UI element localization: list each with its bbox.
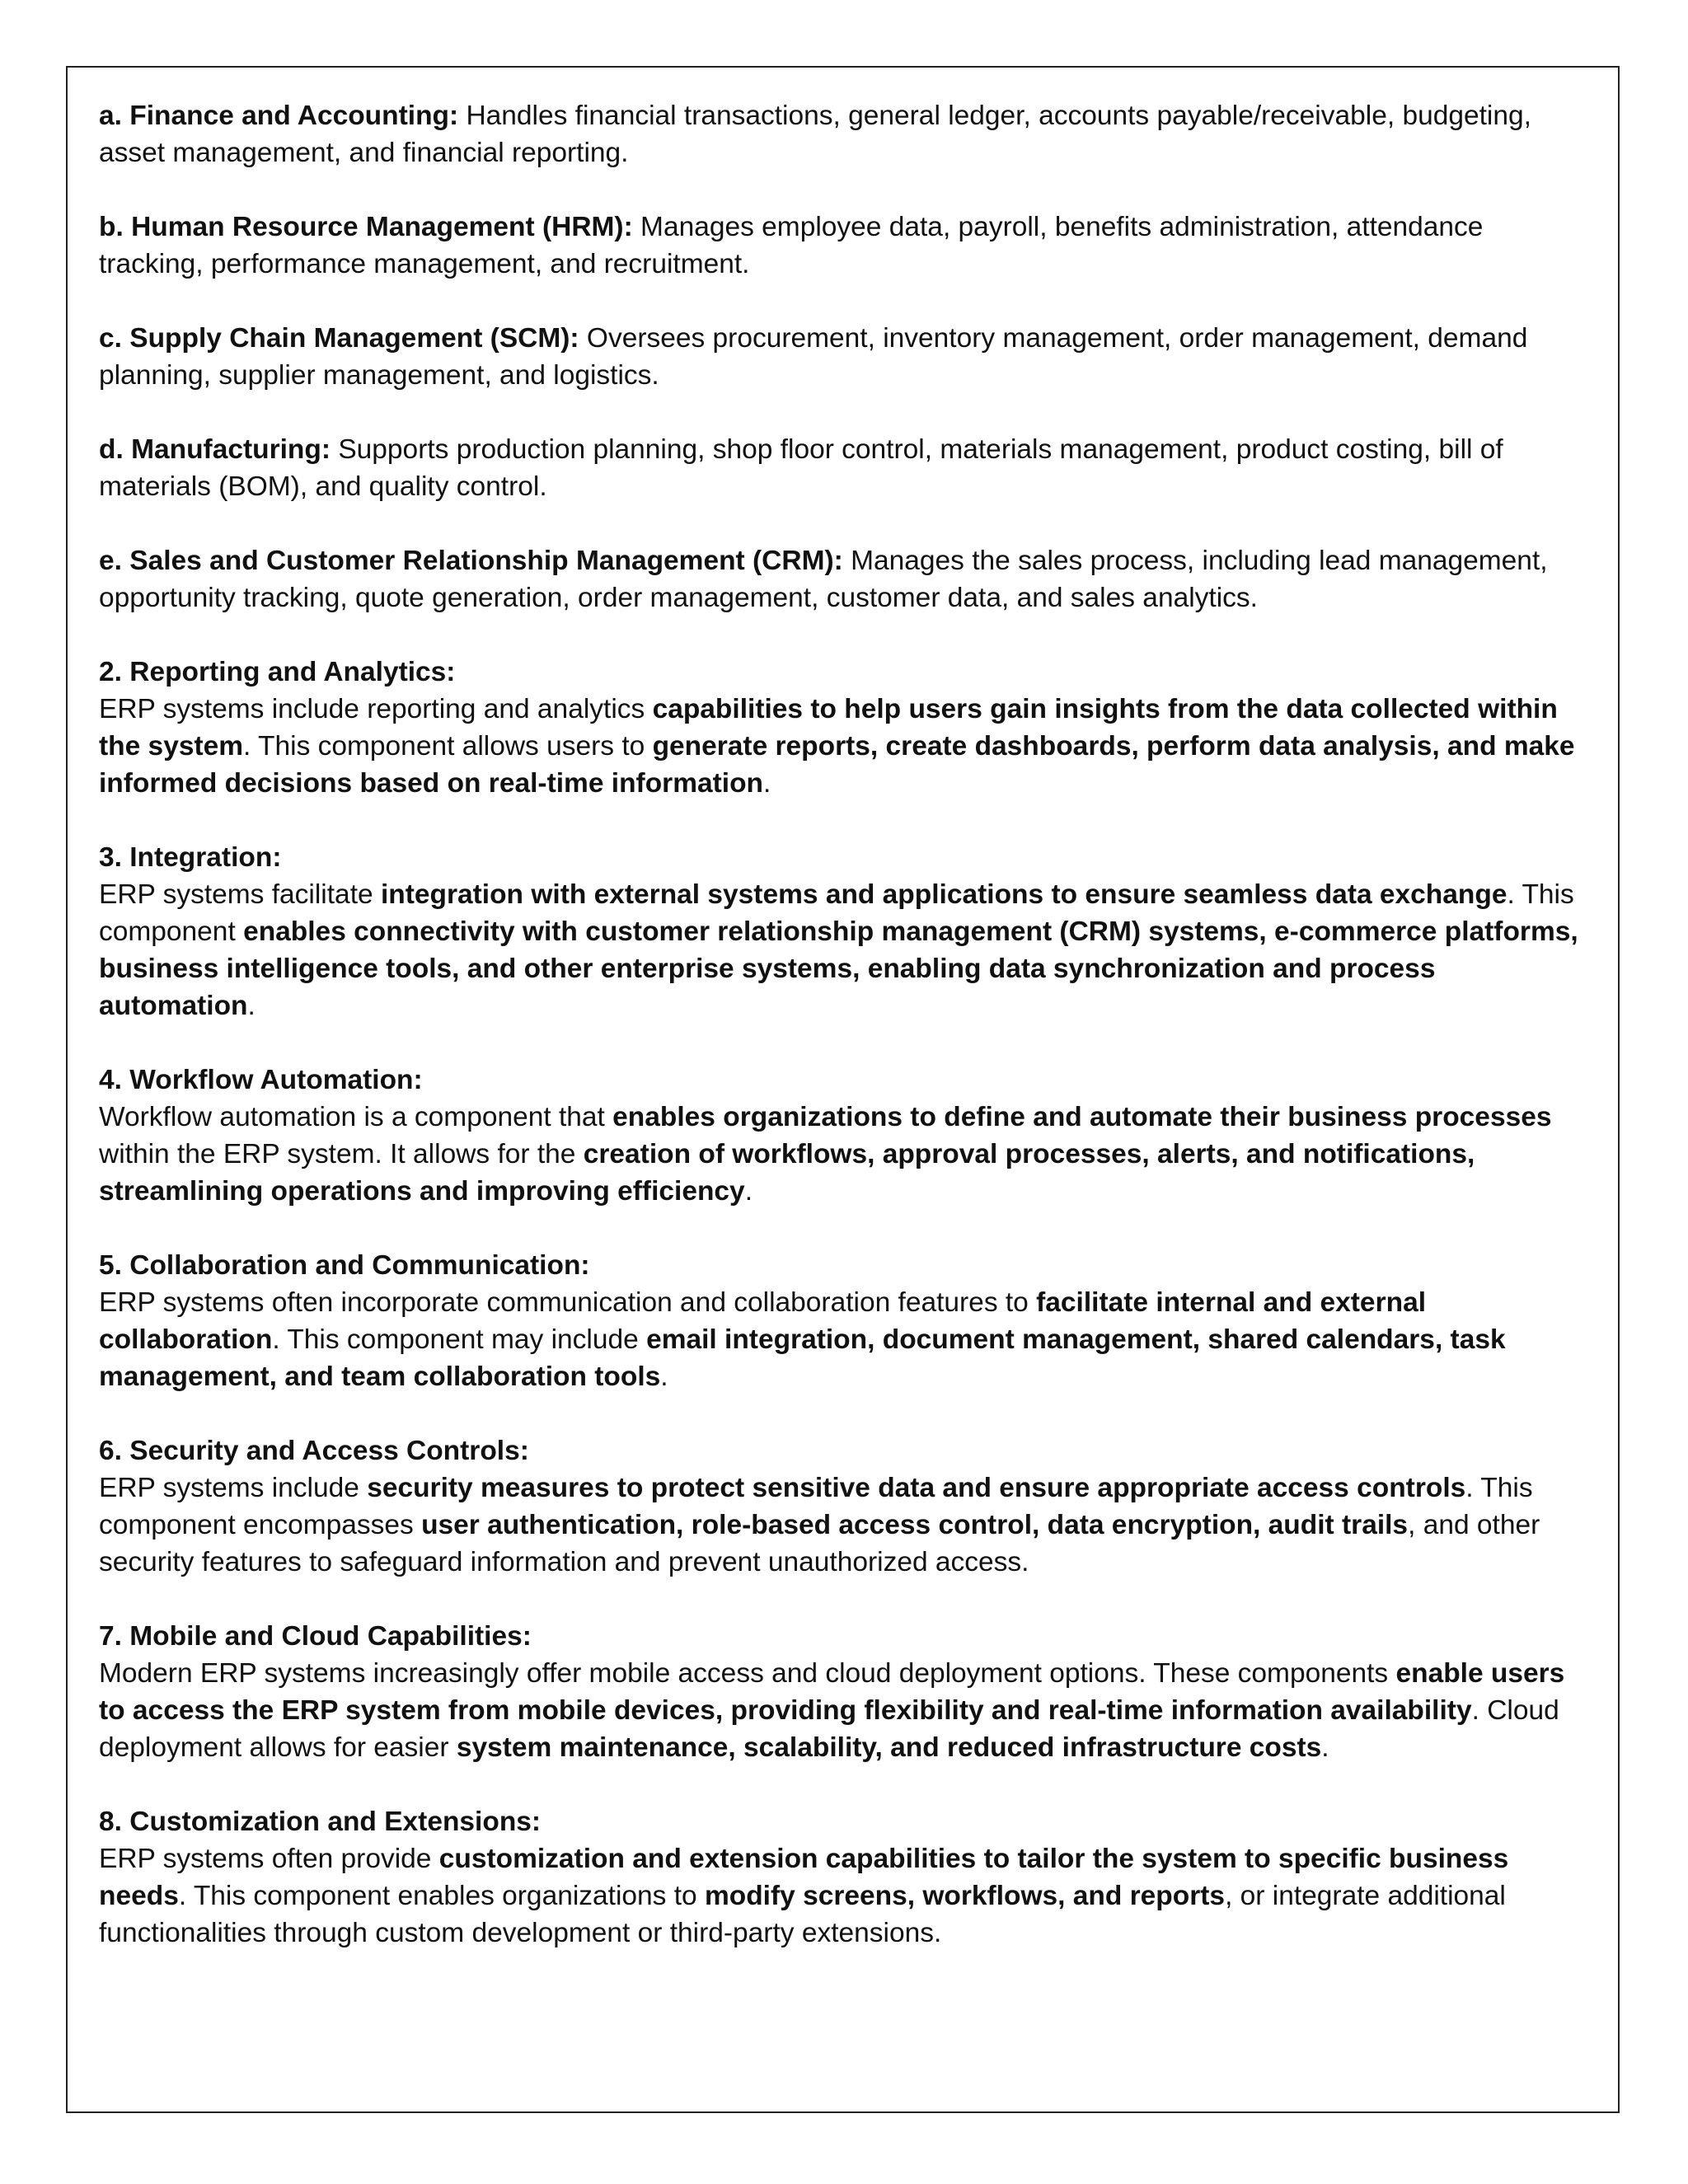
section-workflow-automation bbox=[99, 1062, 1591, 1210]
document-body bbox=[99, 97, 1591, 1989]
module-label: e. Sales and Customer Relationship Management (CRM): bbox=[99, 546, 843, 576]
text-run-bold: user authentication, role-based access control, data encryption, audit trails bbox=[421, 1510, 1409, 1540]
module-manufacturing bbox=[99, 431, 1591, 505]
text-run: . This component enables organizations to bbox=[178, 1881, 705, 1911]
section-heading: 2. Reporting and Analytics: bbox=[99, 657, 456, 687]
section-heading: 7. Mobile and Cloud Capabilities: bbox=[99, 1621, 532, 1652]
section-customization bbox=[99, 1803, 1591, 1952]
module-description: Handles financial transactions, general ledger, accounts payable/receivable, budgeting, asset management, and financial reporting. bbox=[99, 101, 1531, 168]
module-description: Oversees procurement, inventory management, order management, demand planning, supplier management, and logistics. bbox=[99, 323, 1528, 391]
text-run: ERP systems facilitate bbox=[99, 879, 381, 910]
text-run: , and other security features to safeguard information and prevent unauthorized access. bbox=[99, 1510, 1540, 1577]
section-body bbox=[99, 1840, 1591, 1952]
section-security bbox=[99, 1432, 1591, 1581]
text-run: . This component may include bbox=[272, 1324, 647, 1355]
text-run: ERP systems include reporting and analytics bbox=[99, 694, 653, 724]
text-run: Workflow automation is a component that bbox=[99, 1102, 613, 1132]
module-paragraph bbox=[99, 97, 1591, 171]
text-run-bold: modify screens, workflows, and reports bbox=[704, 1881, 1226, 1911]
text-run-bold: enable users to access the ERP system from mobile devices, providing flexibility and real-time information availability bbox=[99, 1658, 1565, 1726]
text-run-bold: enables organizations to define and automate their business processes bbox=[612, 1102, 1552, 1132]
text-run-bold: facilitate internal and external collaboration bbox=[99, 1287, 1427, 1355]
text-run: . This component bbox=[99, 879, 1574, 947]
text-run-bold: capabilities to help users gain insights from the data collected within the system bbox=[99, 694, 1558, 762]
module-paragraph bbox=[99, 209, 1591, 283]
section-heading: 4. Workflow Automation: bbox=[99, 1065, 423, 1095]
text-run: ERP systems often incorporate communication and collaboration features to bbox=[99, 1287, 1037, 1318]
text-run-bold: system maintenance, scalability, and reduced infrastructure costs bbox=[456, 1732, 1322, 1763]
text-run-bold: email integration, document management, shared calendars, task management, and team collaboration tools bbox=[99, 1324, 1506, 1392]
section-body bbox=[99, 1284, 1591, 1395]
section-integration bbox=[99, 839, 1591, 1024]
module-label: d. Manufacturing: bbox=[99, 434, 331, 465]
text-run: . bbox=[660, 1361, 668, 1392]
module-paragraph bbox=[99, 431, 1591, 505]
section-body bbox=[99, 1469, 1591, 1581]
module-scm bbox=[99, 320, 1591, 394]
section-body bbox=[99, 691, 1591, 802]
section-heading: 3. Integration: bbox=[99, 842, 282, 873]
module-finance bbox=[99, 97, 1591, 171]
module-label: c. Supply Chain Management (SCM): bbox=[99, 323, 579, 354]
text-run-bold: creation of workflows, approval processes, alerts, and notifications, streamlining operations and improving efficiency bbox=[99, 1139, 1475, 1207]
module-label: a. Finance and Accounting: bbox=[99, 101, 459, 131]
module-description: Manages employee data, payroll, benefits administration, attendance tracking, performance management, and recruitment. bbox=[99, 212, 1484, 279]
text-run-bold: security measures to protect sensitive data and ensure appropriate access controls bbox=[367, 1473, 1466, 1503]
text-run: . Cloud deployment allows for easier bbox=[99, 1695, 1559, 1763]
text-run-bold: enables connectivity with customer relationship management (CRM) systems, e-commerce platforms, business intelligence tools, and other enterprise systems, enabling data synchronization and process automation bbox=[99, 916, 1578, 1021]
text-run: . This component encompasses bbox=[99, 1473, 1533, 1540]
module-description: Manages the sales process, including lead management, opportunity tracking, quote generation, order management, customer data, and sales analytics. bbox=[99, 546, 1548, 613]
text-run: Modern ERP systems increasingly offer mobile access and cloud deployment options. These components bbox=[99, 1658, 1396, 1689]
section-body bbox=[99, 876, 1591, 1024]
section-heading: 6. Security and Access Controls: bbox=[99, 1436, 529, 1466]
section-reporting-analytics bbox=[99, 654, 1591, 802]
text-run: . bbox=[1321, 1732, 1329, 1763]
text-run-bold: customization and extension capabilities to tailor the system to specific business needs bbox=[99, 1844, 1509, 1911]
text-run: , or integrate additional functionalities through custom development or third-party extensions. bbox=[99, 1881, 1506, 1948]
text-run: . This component allows users to bbox=[243, 731, 653, 762]
text-run: ERP systems include bbox=[99, 1473, 368, 1503]
module-paragraph bbox=[99, 542, 1591, 616]
text-run: ERP systems often provide bbox=[99, 1844, 439, 1874]
text-run: within the ERP system. It allows for the bbox=[99, 1139, 584, 1169]
section-heading: 5. Collaboration and Communication: bbox=[99, 1250, 590, 1281]
text-run: . bbox=[744, 1176, 753, 1207]
module-crm bbox=[99, 542, 1591, 616]
section-body bbox=[99, 1655, 1591, 1766]
text-run: . bbox=[763, 768, 771, 799]
text-run-bold: generate reports, create dashboards, perform data analysis, and make informed decisions based on real-time information bbox=[99, 731, 1575, 799]
text-run-bold: integration with external systems and applications to ensure seamless data exchange bbox=[380, 879, 1507, 910]
text-run: . bbox=[247, 991, 256, 1021]
module-description: Supports production planning, shop floor control, materials management, product costing, bill of materials (BOM), and quality control. bbox=[99, 434, 1503, 502]
module-paragraph bbox=[99, 320, 1591, 394]
section-body bbox=[99, 1099, 1591, 1210]
section-mobile-cloud bbox=[99, 1618, 1591, 1766]
module-hrm bbox=[99, 209, 1591, 283]
section-collaboration bbox=[99, 1247, 1591, 1395]
module-label: b. Human Resource Management (HRM): bbox=[99, 212, 633, 242]
section-heading: 8. Customization and Extensions: bbox=[99, 1807, 542, 1837]
